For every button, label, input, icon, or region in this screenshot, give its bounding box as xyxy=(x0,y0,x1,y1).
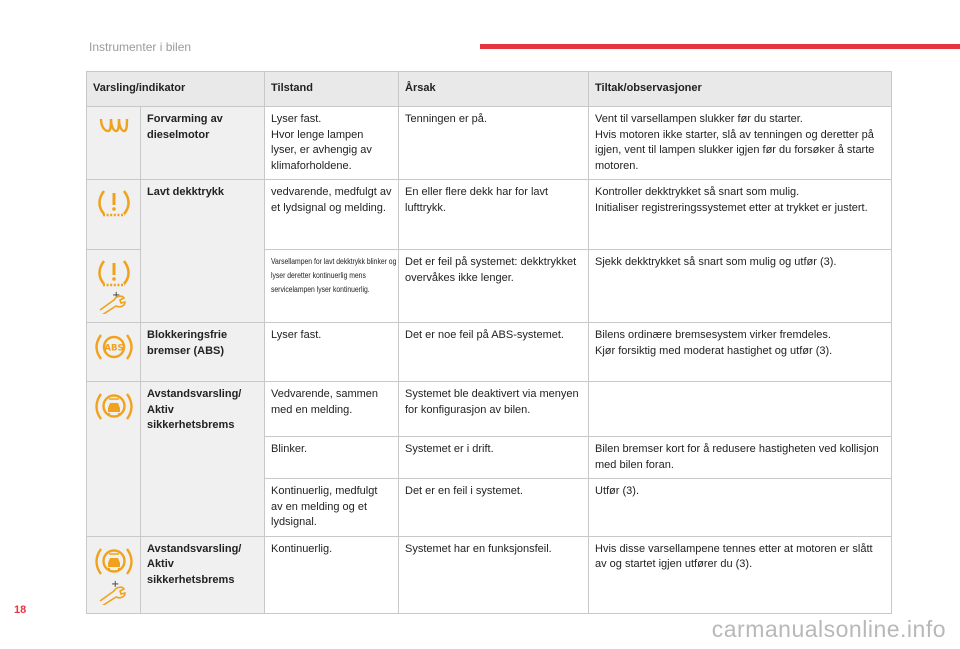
state-cell: Kontinuerlig. xyxy=(265,536,399,613)
indicator-name: Forvarming av dieselmotor xyxy=(141,107,265,180)
cause-cell: Systemet har en funksjonsfeil. xyxy=(399,536,589,613)
icon-cell xyxy=(87,536,141,613)
cause-cell: Tenningen er på. xyxy=(399,107,589,180)
table-row xyxy=(87,107,892,180)
table-row xyxy=(87,323,892,382)
table-row xyxy=(87,180,892,250)
action-cell: Bilen bremser kort for å redusere hastigheten ved kollisjon med bilen foran. xyxy=(589,437,892,479)
action-cell: Sjekk dekktrykket så snart som mulig og utfør (3). xyxy=(589,250,892,323)
action-cell: Vent til varsellampen slukker før du starter. Hvis motoren ikke starter, slå av tenningen og deretter på igjen, vent til lampen slukker igjen før du forsøker å starte motoren. xyxy=(589,107,892,180)
column-header: Tiltak/observasjoner xyxy=(589,72,892,107)
indicator-name: Lavt dekktrykk xyxy=(141,180,265,323)
indicator-name: Avstandsvarsling/ Aktiv sikkerhetsbrems xyxy=(141,382,265,537)
icon-cell xyxy=(87,323,141,382)
action-cell xyxy=(589,382,892,437)
icon-cell xyxy=(87,250,141,323)
state-cell: vedvarende, medfulgt av et lydsignal og melding. xyxy=(265,180,399,250)
state-cell xyxy=(265,250,399,323)
column-header: Tilstand xyxy=(265,72,399,107)
indicator-name: Avstandsvarsling/ Aktiv sikkerhetsbrems xyxy=(141,536,265,613)
state-cell: Lyser fast. xyxy=(265,323,399,382)
tyre-pressure-service-icon xyxy=(94,258,134,314)
cause-cell: Det er en feil i systemet. xyxy=(399,479,589,537)
state-cell: Blinker. xyxy=(265,437,399,479)
tyre-pressure-icon xyxy=(97,188,131,220)
state-small-text: Varsellampen for lavt dekktrykk blinker og lyser deretter kontinuerlig mens servicelampen lyser kontinuerlig. xyxy=(271,257,397,294)
column-header: Varsling/indikator xyxy=(87,72,265,107)
table-row xyxy=(87,536,892,613)
section-title: Instrumenter i bilen xyxy=(89,40,192,54)
icon-cell xyxy=(87,382,141,537)
action-cell: Kontroller dekktrykket så snart som mulig. Initialiser registreringssystemet etter at trykket er justert. xyxy=(589,180,892,250)
cause-cell: Systemet ble deaktivert via menyen for konfigurasjon av bilen. xyxy=(399,382,589,437)
action-cell: Bilens ordinære bremsesystem virker fremdeles. Kjør forsiktig med moderat hastighet og utfør (3). xyxy=(589,323,892,382)
cause-cell: Systemet er i drift. xyxy=(399,437,589,479)
warning-lights-table xyxy=(86,71,892,614)
table-header-row xyxy=(87,72,892,107)
action-cell: Hvis disse varsellampene tennes etter at motoren er slått av og startet igjen utfører du (3). xyxy=(589,536,892,613)
page-number: 18 xyxy=(14,604,27,616)
cause-cell: En eller flere dekk har for lavt lufttrykk. xyxy=(399,180,589,250)
icon-cell xyxy=(87,107,141,180)
collision-warning-service-icon xyxy=(94,545,134,605)
header-accent-bar xyxy=(480,44,960,49)
state-cell: Lyser fast. Hvor lenge lampen lyser, er avhengig av klimaforholdene. xyxy=(265,107,399,180)
cause-cell: Det er noe feil på ABS-systemet. xyxy=(399,323,589,382)
indicator-name: Blokkeringsfrie bremser (ABS) xyxy=(141,323,265,382)
column-header: Årsak xyxy=(399,72,589,107)
table-row xyxy=(87,382,892,437)
collision-warning-icon xyxy=(95,390,133,424)
state-cell: Vedvarende, sammen med en melding. xyxy=(265,382,399,437)
watermark: carmanualsonline.info xyxy=(711,616,946,642)
abs-icon xyxy=(95,331,133,363)
state-cell: Kontinuerlig, medfulgt av en melding og et lydsignal. xyxy=(265,479,399,537)
action-cell: Utfør (3). xyxy=(589,479,892,537)
glow-plug-icon xyxy=(98,115,130,137)
svg-text:+: + xyxy=(110,578,119,590)
svg-text:ABS: ABS xyxy=(103,343,124,354)
icon-cell xyxy=(87,180,141,250)
svg-text:+: + xyxy=(111,290,120,301)
cause-cell: Det er feil på systemet: dekktrykket overvåkes ikke lenger. xyxy=(399,250,589,323)
